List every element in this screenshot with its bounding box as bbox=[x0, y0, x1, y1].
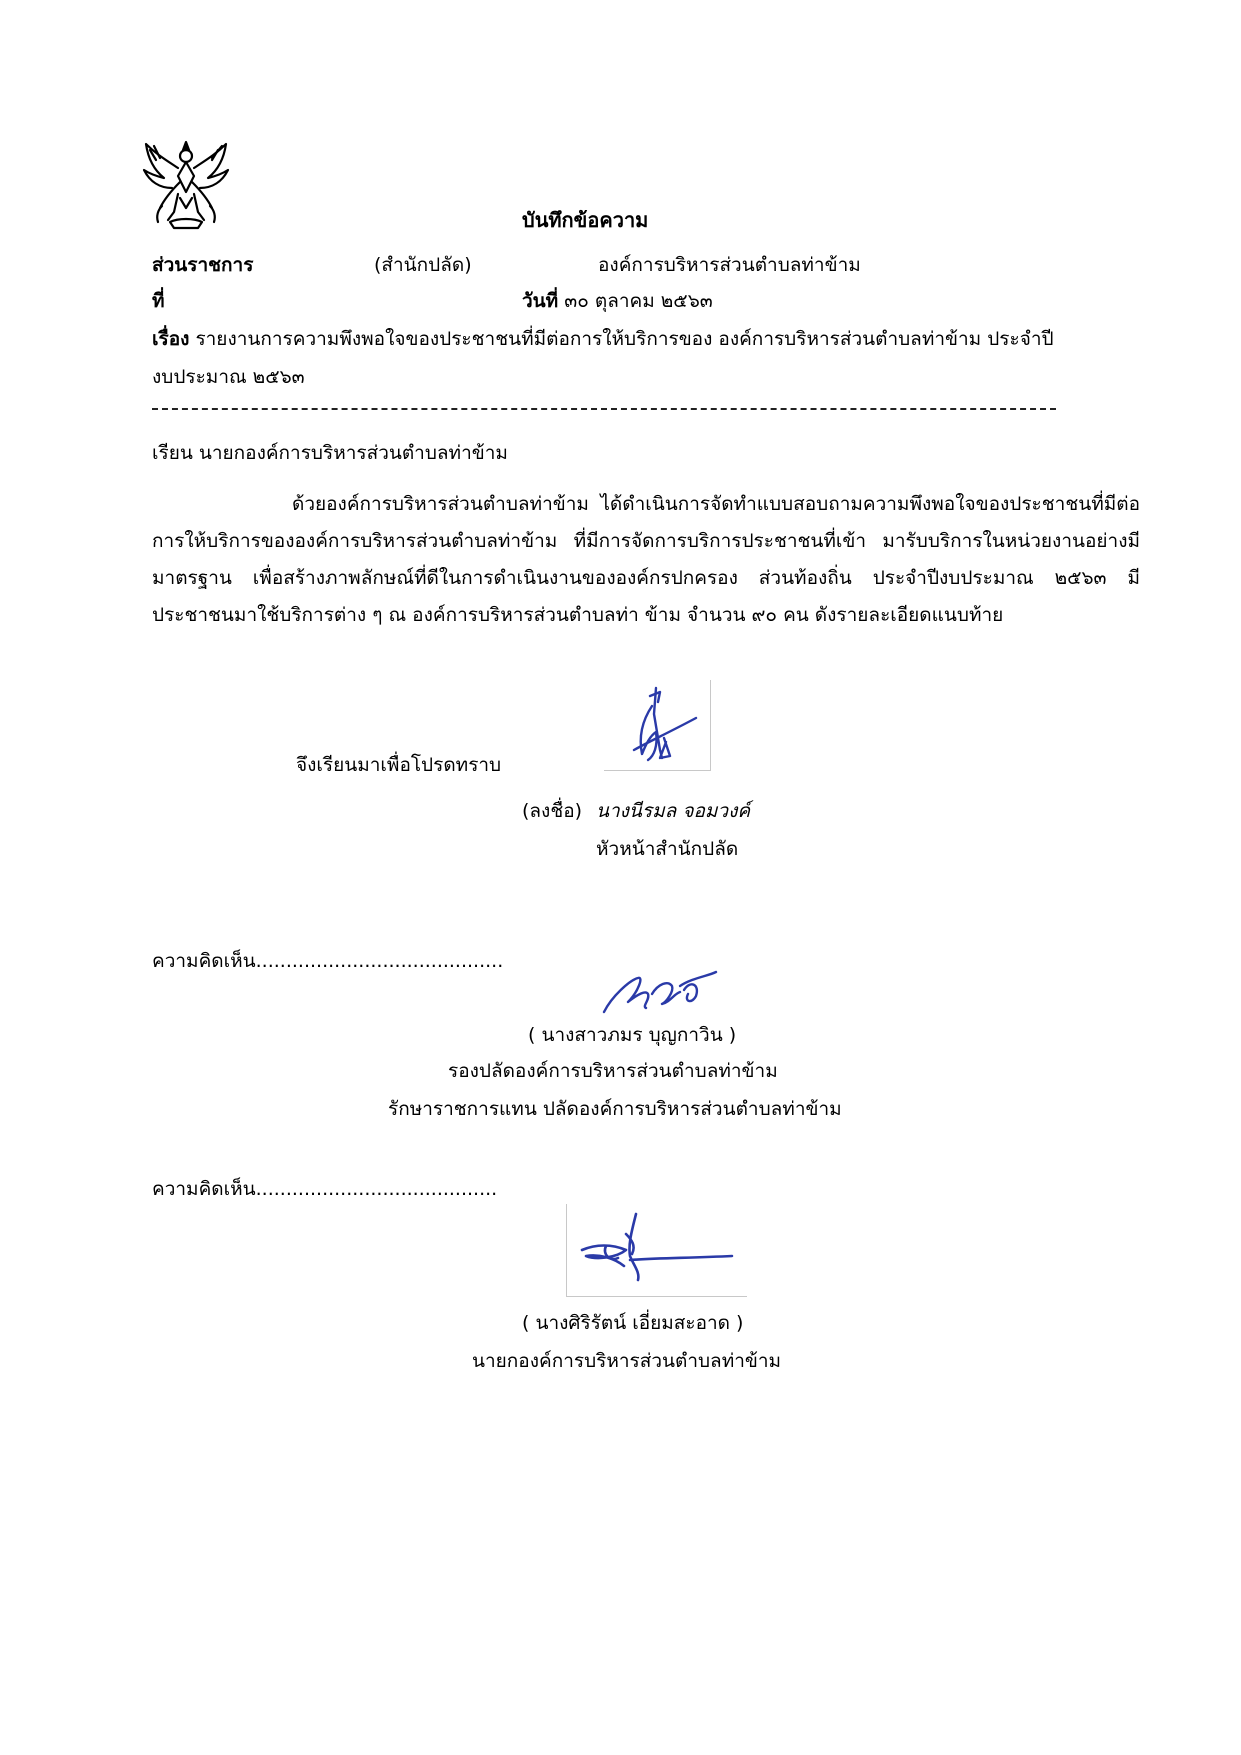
agency-name: องค์การบริหารส่วนตำบลท่าข้าม bbox=[598, 254, 861, 276]
sign-prefix: (ลงชื่อ) bbox=[522, 800, 583, 822]
divider bbox=[152, 408, 1056, 410]
date-label: วันที่ bbox=[522, 290, 559, 312]
opinion1-position1: รองปลัดองค์การบริหารส่วนตำบลท่าข้าม bbox=[448, 1060, 778, 1082]
memo-title: บันทึกข้อความ bbox=[522, 208, 649, 232]
opinion1-label: ความคิดเห็น......................................... bbox=[152, 950, 504, 972]
subject-line bbox=[152, 328, 1054, 351]
subject-text-1: รายงานการความพึงพอใจของประชาชนที่มีต่อการให้บริการของ องค์การบริหารส่วนตำบลท่าข้าม ประจำปี bbox=[195, 328, 1054, 350]
signer1-name: นางนีรมล จอมวงค์ bbox=[596, 800, 751, 822]
salutation: เรียน นายกองค์การบริหารส่วนตำบลท่าข้าม bbox=[152, 442, 508, 464]
subject-text-2: งบประมาณ ๒๕๖๓ bbox=[152, 366, 305, 388]
signature-image bbox=[592, 950, 732, 1020]
date-line bbox=[522, 290, 713, 313]
signature-image bbox=[566, 1204, 746, 1296]
signature-image bbox=[604, 680, 710, 770]
opinion2-position: นายกองค์การบริหารส่วนตำบลท่าข้าม bbox=[472, 1350, 782, 1372]
opinion1-position2: รักษาราชการแทน ปลัดองค์การบริหารส่วนตำบลท่าข้าม bbox=[388, 1098, 842, 1120]
signer1-position: หัวหน้าสำนักปลัด bbox=[596, 838, 739, 860]
opinion2-label: ความคิดเห็น........................................ bbox=[152, 1178, 498, 1200]
ref-label: ที่ bbox=[152, 290, 165, 312]
opinion2-name: ( นางศิริรัตน์ เอี่ยมสะอาด ) bbox=[522, 1312, 744, 1334]
closing: จึงเรียนมาเพื่อโปรดทราบ bbox=[296, 754, 502, 776]
garuda-emblem-icon bbox=[140, 136, 232, 232]
agency-label: ส่วนราชการ bbox=[152, 254, 254, 276]
date-value: ๓๐ ตุลาคม ๒๕๖๓ bbox=[564, 290, 713, 312]
agency-unit: (สำนักปลัด) bbox=[374, 254, 472, 276]
body-paragraph bbox=[152, 486, 1140, 634]
body-text: ด้วยองค์การบริหารส่วนตำบลท่าข้าม ได้ดำเนินการจัดทำแบบสอบถามความพึงพอใจของประชาชนที่มีต่อการให้บริการขององค์การบริหารส่วนตำบลท่าข้าม ที่มีการจัดการบริการประชาชนที่เข้า มารับบริการในหน่วยงานอย่างมีมาตรฐาน เพื่อสร้างภาพลักษณ์ที่ดีในการดำเนินงานขององค์กรปกครอง ส่วนท้องถิ่น ประจำปีงบประมาณ ๒๕๖๓ มีประชาชนมาใช้บริการต่าง ๆ ณ องค์การบริหารส่วนตำบลท่า ข้าม จำนวน ๙๐ คน ดังรายละเอียดแนบท้าย bbox=[152, 493, 1140, 626]
opinion1-name: ( นางสาวภมร บุญกาวิน ) bbox=[528, 1024, 737, 1046]
subject-label: เรื่อง bbox=[152, 328, 190, 350]
